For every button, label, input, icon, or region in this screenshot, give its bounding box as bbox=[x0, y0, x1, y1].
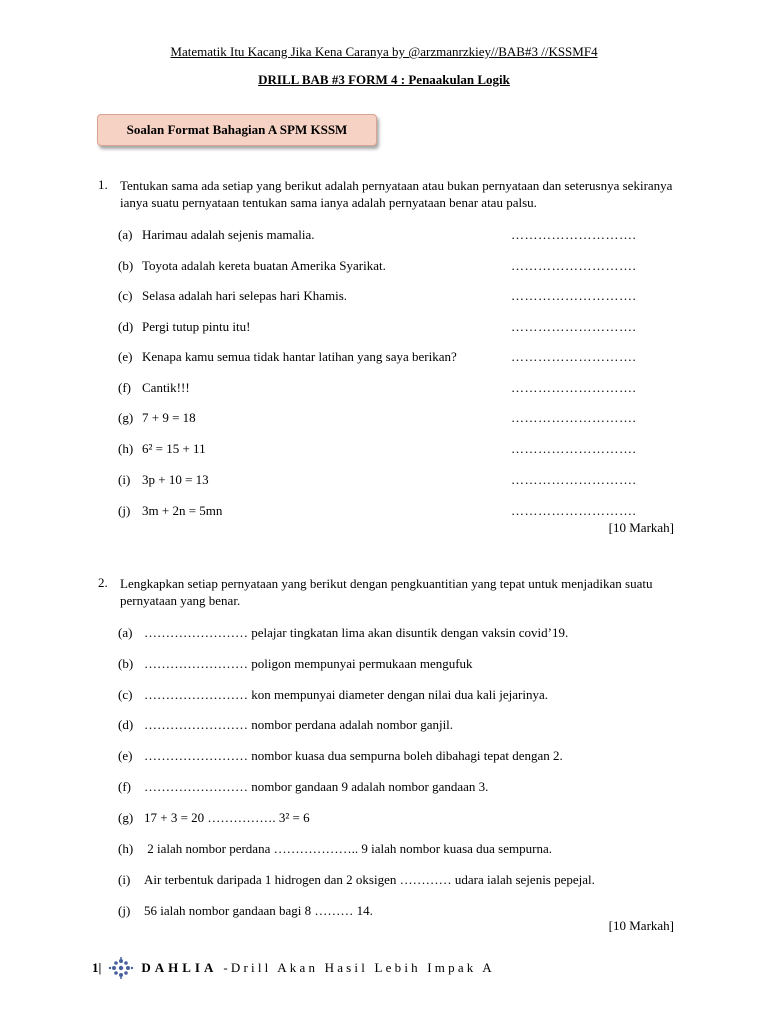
q1-item-a: (a) Harimau adalah sejenis mamalia. bbox=[118, 227, 315, 242]
q1-answer-blank-h: ………………………. bbox=[511, 441, 637, 456]
section-label-box bbox=[97, 114, 377, 146]
q1-item-d: (d) Pergi tutup pintu itu! bbox=[118, 319, 251, 334]
page-number: 1| bbox=[92, 960, 102, 975]
q1-answer-blank-i: ………………………. bbox=[511, 472, 637, 487]
q2-item-e: (e) …………………… nombor kuasa dua sempurna boleh dibahagi tepat dengan 2. bbox=[118, 748, 563, 763]
q2-text: Lengkapkan setiap pernyataan yang berikut dengan pengkuantitian yang tepat untuk menjadikan suatu pernyataan yang benar. bbox=[120, 576, 653, 608]
q1-item-b: (b) Toyota adalah kereta buatan Amerika Syarikat. bbox=[118, 258, 386, 273]
q1-item-g: (g) 7 + 9 = 18 bbox=[118, 410, 196, 425]
footer-brand: DAHLIA bbox=[141, 960, 218, 975]
page-footer bbox=[92, 958, 692, 978]
q1-marks: [10 Markah] bbox=[608, 520, 674, 535]
q2-item-a: (a) …………………… pelajar tingkatan lima akan disuntik dengan vaksin covid’19. bbox=[118, 625, 569, 640]
q1-answer-blank-g: ………………………. bbox=[511, 410, 637, 425]
drill-title: DRILL BAB #3 FORM 4 : Penaakulan Logik bbox=[258, 72, 510, 87]
q2-marks: [10 Markah] bbox=[608, 918, 674, 933]
q2-item-g: (g) 17 + 3 = 20 ……………. 3² = 6 bbox=[118, 810, 310, 825]
q1-item-i: (i) 3p + 10 = 13 bbox=[118, 472, 209, 487]
q2-item-f: (f) …………………… nombor gandaan 9 adalah nombor gandaan 3. bbox=[118, 779, 489, 794]
q2-item-i: (i) Air terbentuk daripada 1 hidrogen dan 2 oksigen ………… udara ialah sejenis pepejal. bbox=[118, 872, 595, 887]
q1-answer-blank-f: ………………………. bbox=[511, 380, 637, 395]
q2-item-d: (d) …………………… nombor perdana adalah nombor ganjil. bbox=[118, 717, 454, 732]
q1-answer-blank-a: ………………………. bbox=[511, 227, 637, 242]
header-title: Matematik Itu Kacang Jika Kena Caranya by @arzmanrzkiey//BAB#3 //KSSMF4 bbox=[170, 44, 598, 59]
q1-item-c: (c) Selasa adalah hari selepas hari Khamis. bbox=[118, 288, 348, 303]
flower-icon bbox=[107, 957, 135, 979]
q1-number: 1. bbox=[98, 177, 108, 192]
q1-text: Tentukan sama ada setiap yang berikut adalah pernyataan atau bukan pernyataan dan seterusnya sekiranya ianya suatu pernyataan tentukan sama ianya adalah pernyataan benar atau palsu. bbox=[120, 178, 673, 210]
q2-item-j: (j) 56 ialah nombor gandaan bagi 8 ……… 14. bbox=[118, 903, 373, 918]
q2-item-h: (h) 2 ialah nombor perdana ……………….. 9 ialah nombor kuasa dua sempurna. bbox=[118, 841, 552, 856]
q1-answer-blank-c: ………………………. bbox=[511, 288, 637, 303]
q1-answer-blank-e: ………………………. bbox=[511, 349, 637, 364]
q1-answer-blank-b: ………………………. bbox=[511, 258, 637, 273]
q1-answer-blank-d: ………………………. bbox=[511, 319, 637, 334]
q1-item-h: (h) 6² = 15 + 11 bbox=[118, 441, 206, 456]
q1-item-e: (e) Kenapa kamu semua tidak hantar latihan yang saya berikan? bbox=[118, 349, 457, 364]
footer-slogan: -Drill Akan Hasil Lebih Impak A bbox=[223, 960, 495, 975]
q1-item-f: (f) Cantik!!! bbox=[118, 380, 190, 395]
q2-item-c: (c) …………………… kon mempunyai diameter dengan nilai dua kali jejarinya. bbox=[118, 687, 548, 702]
q1-item-j: (j) 3m + 2n = 5mn bbox=[118, 503, 223, 518]
q2-item-b: (b) …………………… poligon mempunyai permukaan mengufuk bbox=[118, 656, 473, 671]
section-label: Soalan Format Bahagian A SPM KSSM bbox=[126, 122, 348, 137]
q1-answer-blank-j: ………………………. bbox=[511, 503, 637, 518]
q2-number: 2. bbox=[98, 575, 108, 590]
